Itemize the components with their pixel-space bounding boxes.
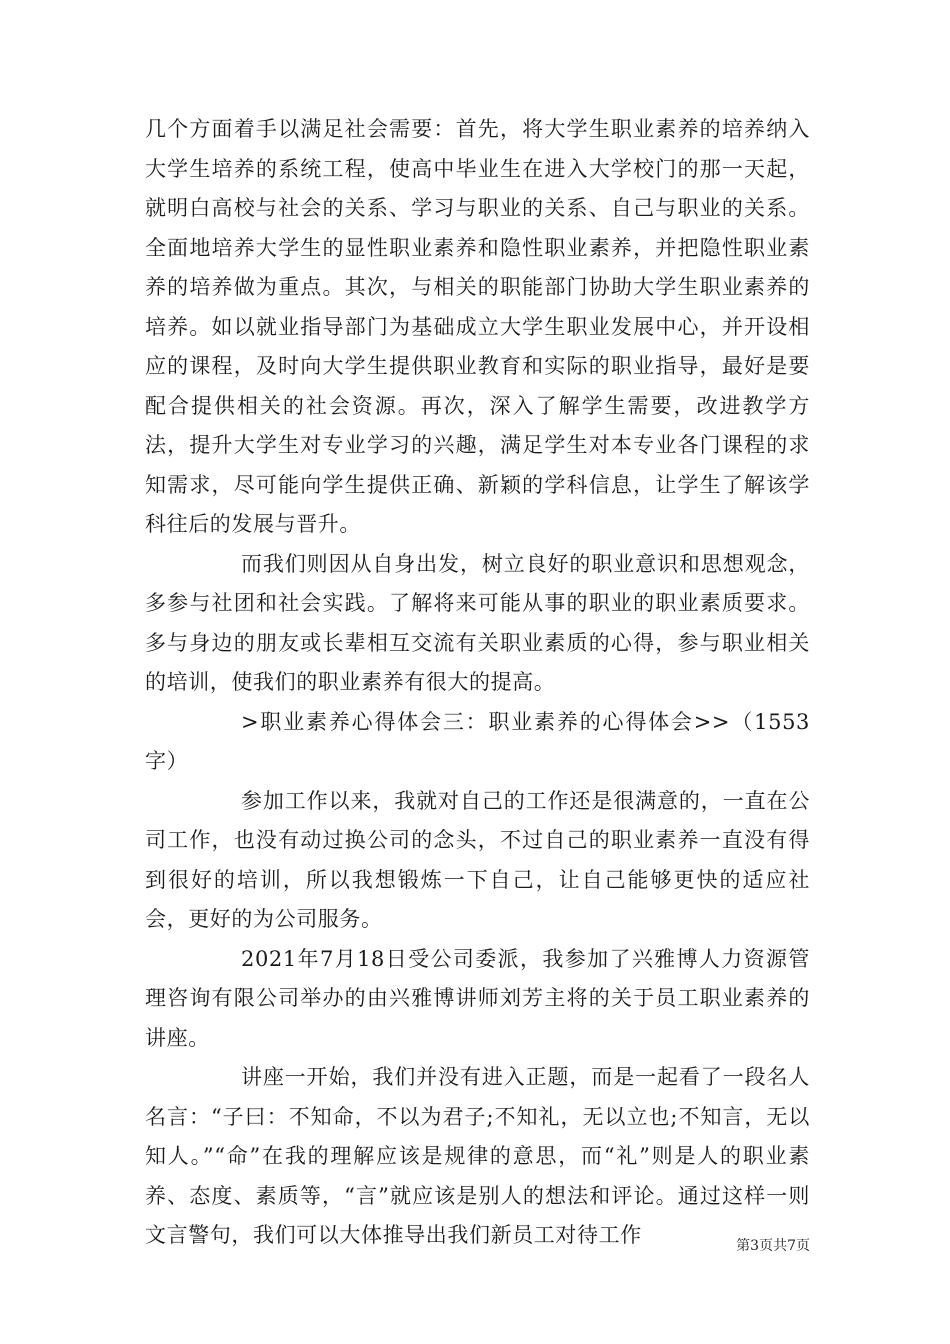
page-number: 第3页共7页 bbox=[736, 1238, 810, 1254]
section-heading-link: >职业素养心得体会三：职业素养的心得体会>>（1553字） bbox=[145, 709, 810, 773]
document-body bbox=[145, 110, 810, 1256]
paragraph-continued: 几个方面着手以满足社会需要：首先，将大学生职业素养的培养纳入大学生培养的系统工程，使高中毕业生在进入大学校门的那一天起，就明白高校与社会的关系、学习与职业的关系、自己与职业的关系。全面地培养大学生的显性职业素养和隐性职业素养，并把隐性职业素养的培养做为重点。其次，与相关的职能部门协助大学生职业素养的培养。如以就业指导部门为基础成立大学生职业发展中心，并开设相应的课程，及时向大学生提供职业教育和实际的职业指导，最好是要配合提供相关的社会资源。再次，深入了解学生需要，改进教学方法，提升大学生对专业学习的兴趣，满足学生对本专业各门课程的求知需求，尽可能向学生提供正确、新颖的学科信息，让学生了解该学科往后的发展与晋升。 bbox=[145, 117, 810, 536]
paragraph-work-intro: 参加工作以来，我就对自己的工作还是很满意的，一直在公司工作，也没有动过换公司的念头，不过自己的职业素养一直没有得到很好的培训，所以我想锻炼一下自己，让自己能够更快的适应社会，更好的为公司服务。 bbox=[145, 788, 810, 931]
paragraph-self-development: 而我们则因从自身出发，树立良好的职业意识和思想观念，多参与社团和社会实践。了解将来可能从事的职业的职业素质要求。多与身边的朋友或长辈相互交流有关职业素质的心得，参与职业相关的培训，使我们的职业素养有很大的提高。 bbox=[145, 551, 810, 694]
paragraph-lecture-date: 2021年7月18日受公司委派，我参加了兴雅博人力资源管理咨询有限公司举办的由兴雅博讲师刘芳主将的关于员工职业素养的讲座。 bbox=[145, 946, 810, 1050]
paragraph-lecture-content: 讲座一开始，我们并没有进入正题，而是一起看了一段名人名言：“子曰：不知命，不以为君子;不知礼，无以立也;不知言，无以知人。”“命”在我的理解应该是规律的意思，而“礼”则是人的职业素养、态度、素质等，“言”就应该是别人的想法和评论。通过这样一则文言警句，我们可以大体推导出我们新员工对待工作 bbox=[145, 1065, 810, 1247]
